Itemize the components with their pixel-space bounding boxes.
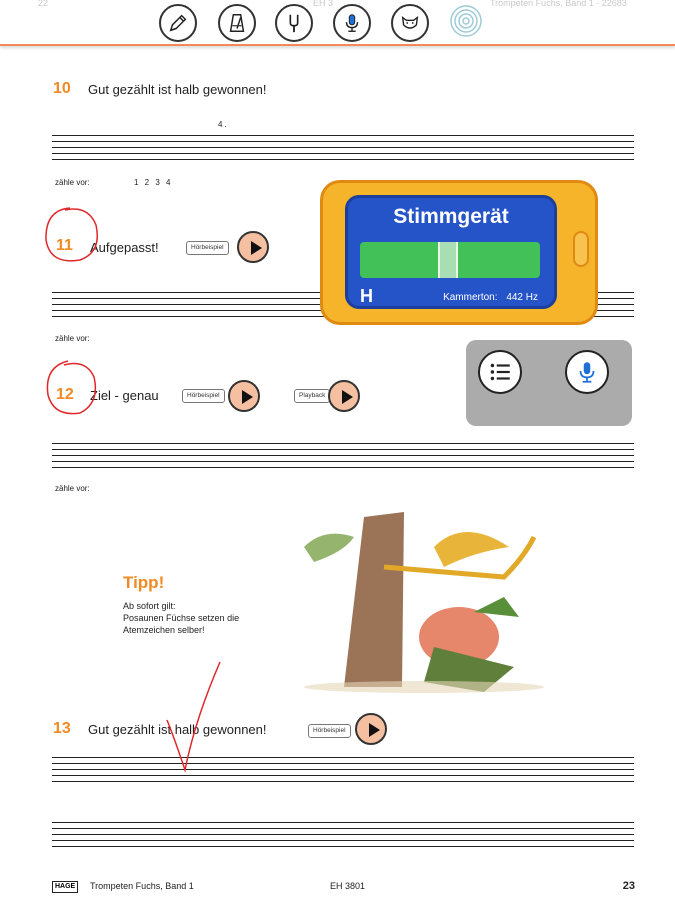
play-button[interactable] — [228, 380, 260, 412]
music-staff — [52, 443, 634, 469]
footer-code: EH 3801 — [330, 881, 366, 891]
play-button[interactable] — [237, 231, 269, 263]
music-staff — [52, 135, 634, 161]
exercise-number: 11 — [56, 237, 73, 254]
exercise-title: Ziel - genau — [90, 388, 159, 403]
footer-book-title: Trompeten Fuchs, Band 1 — [90, 881, 194, 891]
tuner-reference-label: Kammerton: — [443, 292, 498, 303]
exercise-number: 12 — [56, 386, 74, 403]
tipp-line: Atemzeichen selber! — [123, 625, 205, 635]
tuner-pitch-marker — [438, 242, 458, 278]
exercise-number: 13 — [53, 720, 71, 737]
count-label: zähle vor: — [55, 334, 90, 343]
fox-button[interactable] — [391, 4, 429, 42]
page-number: 23 — [622, 880, 635, 892]
publisher-logo: HAGE — [52, 881, 78, 893]
spiral-icon — [449, 4, 483, 38]
hoerbeispiel-label: Hörbeispiel — [308, 724, 351, 738]
microphone-button[interactable] — [333, 4, 371, 42]
tuner-note: H — [360, 286, 373, 306]
hoerbeispiel-label: Hörbeispiel — [182, 389, 225, 403]
pen-circle-annotation — [40, 200, 110, 270]
pen-tool-button[interactable] — [159, 4, 197, 42]
playback-button[interactable] — [328, 380, 360, 412]
play-button[interactable] — [355, 713, 387, 745]
ghost-header: Trompeten Fuchs, Band 1 · 22683 — [490, 0, 627, 8]
list-button[interactable] — [478, 350, 522, 394]
record-button[interactable] — [565, 350, 609, 394]
tuning-fork-icon — [283, 12, 305, 34]
count-label: zähle vor: — [55, 484, 90, 493]
microphone-icon — [574, 359, 600, 385]
exercise-number: 10 — [53, 80, 71, 97]
exercise-title: Gut gezählt ist halb gewonnen! — [88, 82, 267, 97]
metronome-button[interactable] — [218, 4, 256, 42]
list-icon — [487, 359, 513, 385]
toolbar — [0, 0, 675, 46]
pen-tool-icon — [167, 12, 189, 34]
tuner-reference — [443, 292, 538, 303]
music-staff — [52, 757, 634, 783]
hoerbeispiel-label: Hörbeispiel — [186, 241, 229, 255]
tuner-reference-value[interactable]: 442 Hz — [506, 292, 538, 303]
tuner-pitch-bar — [360, 242, 540, 278]
tuning-fork-button[interactable] — [275, 4, 313, 42]
microphone-icon — [341, 12, 363, 34]
spiral-button[interactable] — [449, 4, 483, 38]
tipp-text — [123, 600, 273, 636]
fox-trombone-illustration — [284, 507, 549, 697]
music-staff — [52, 822, 634, 848]
tuner-widget[interactable] — [320, 180, 598, 325]
tipp-line: Posaunen Füchse setzen die — [123, 613, 240, 623]
tuner-knob[interactable] — [573, 231, 589, 267]
tipp-heading: Tipp! — [123, 573, 165, 592]
ghost-page-number: 22 — [38, 0, 49, 8]
metronome-icon — [226, 12, 248, 34]
exercise-title: Aufgepasst! — [90, 240, 159, 255]
tuner-screen — [345, 195, 557, 309]
ghost-code: EH 3 — [313, 0, 334, 8]
volta-marker: 4. — [218, 120, 229, 129]
playback-label: Playback — [294, 389, 330, 403]
tuner-title: Stimmgerät — [393, 205, 509, 228]
count-label: zähle vor: — [55, 178, 90, 187]
exercise-title: Gut gezählt ist halb gewonnen! — [88, 722, 267, 737]
fox-icon — [399, 12, 421, 34]
recording-popup — [466, 340, 632, 426]
tipp-line: Ab sofort gilt: — [123, 601, 176, 611]
count-numbers: 1 2 3 4 — [134, 178, 173, 187]
